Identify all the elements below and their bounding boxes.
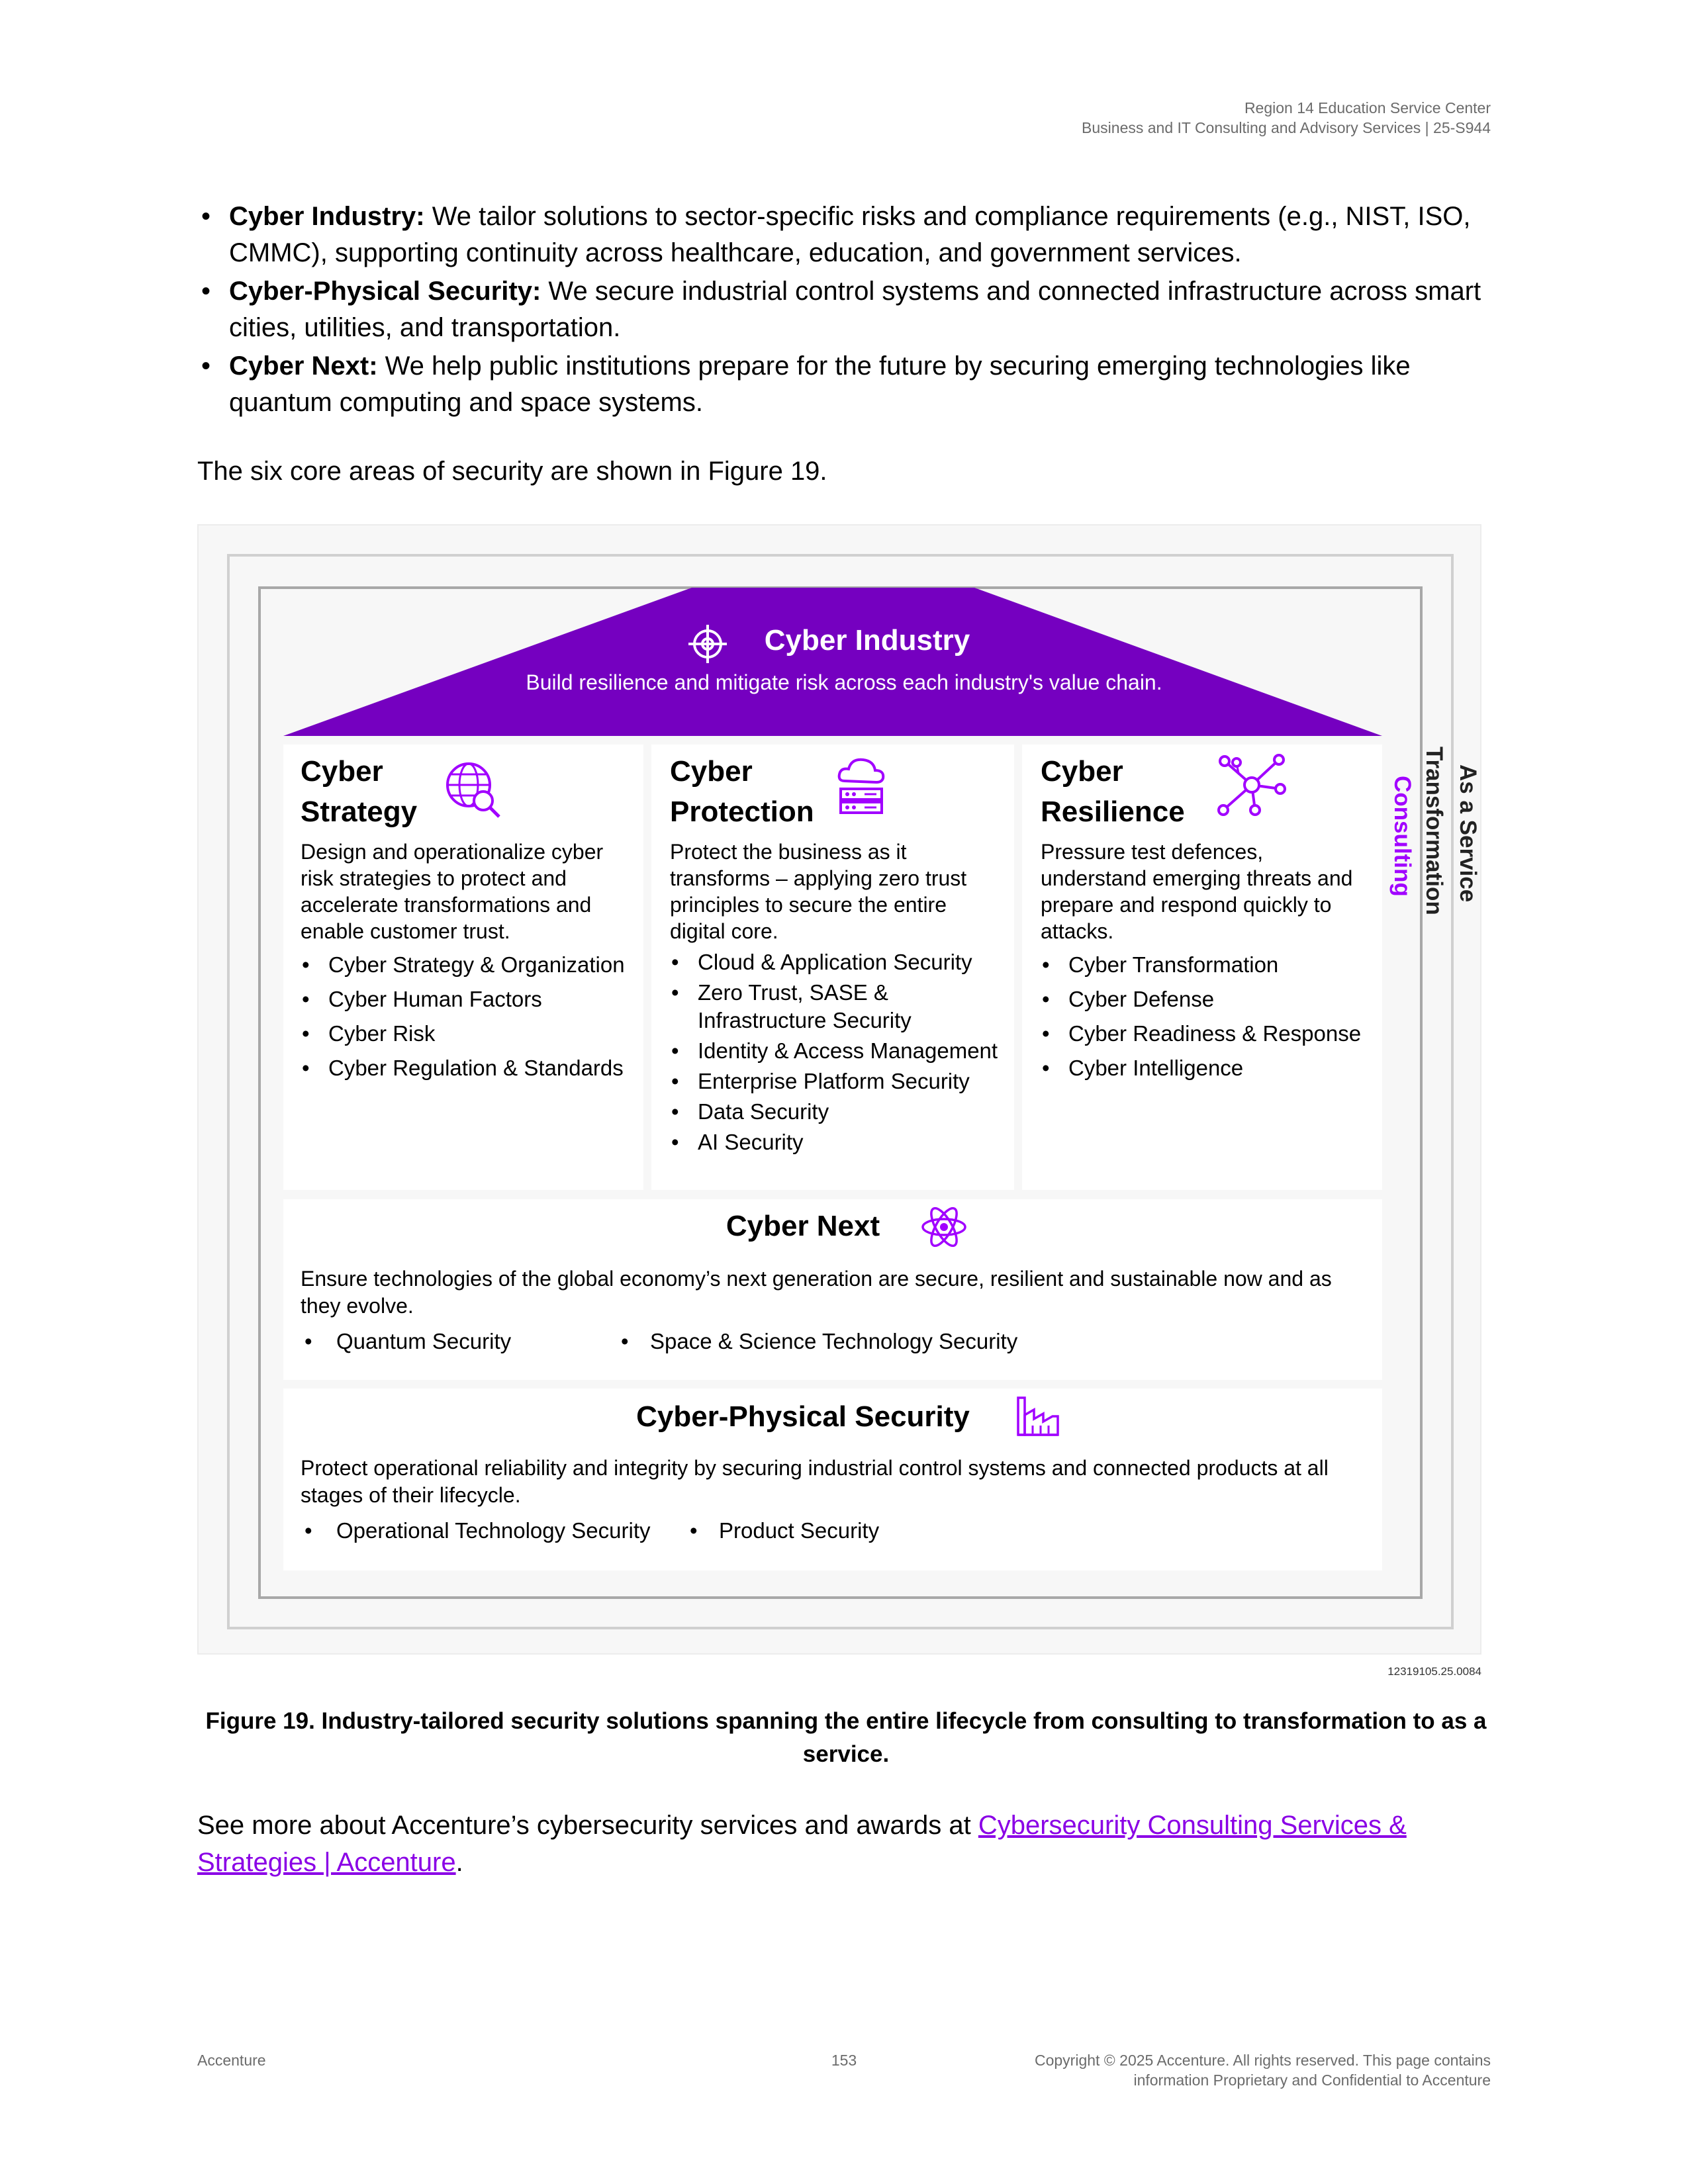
roof-triangle (283, 588, 1382, 736)
bullet-text: We tailor solutions to sector-specific risks and compliance requirements (e.g., NIST, ISO, CMMC), supporting continuity across healthcare, education, and government services. (229, 202, 1471, 267)
cyber-physical-title: Cyber-Physical Security (636, 1400, 970, 1433)
list-item: • Cyber Regulation & Standards (301, 1054, 630, 1082)
accenture-cybersecurity-link[interactable]: Cybersecurity Consulting Services & Strategies | Accenture (197, 1811, 1407, 1877)
list-item: • Cyber Defense (1041, 985, 1372, 1013)
cyber-protection-description: Protect the business as it transforms – applying zero trust principles to secure the entire digital core. (670, 840, 967, 943)
footer-copyright: Copyright © 2025 Accenture. All rights reserved. This page contains information Proprietary and Confidential to Accenture (1034, 2052, 1491, 2089)
intro-paragraph: The six core areas of security are shown in Figure 19. (197, 457, 827, 486)
transformation-label: Transformation (1421, 747, 1447, 915)
cyber-industry-title: Cyber Industry (764, 624, 970, 657)
cyber-physical-card (283, 1388, 1382, 1570)
cyber-physical-description: Protect operational reliability and integrity by securing industrial control systems and connected products at all stages of their lifecycle. (301, 1456, 1329, 1507)
cyber-resilience-list (1041, 951, 1372, 1082)
bullet-text: We secure industrial control systems and connected infrastructure across smart cities, utilities, and transportation. (229, 277, 1481, 342)
cyber-resilience-card (1022, 745, 1382, 1190)
cyber-protection-card (651, 745, 1014, 1190)
bullet-dot: • (201, 351, 211, 381)
cyber-next-title: Cyber Next (726, 1210, 880, 1242)
see-more-paragraph (197, 1807, 1495, 1881)
cyber-resilience-description: Pressure test defences, understand emerging threats and prepare and respond quickly to attacks. (1041, 840, 1353, 943)
factory-icon (1015, 1395, 1060, 1437)
cyber-resilience-title: Cyber Resilience (1041, 755, 1185, 828)
list-item: • Cyber Intelligence (1041, 1054, 1372, 1082)
bullet-term: Cyber Next: (229, 351, 378, 381)
list-item: • Zero Trust, SASE & Infrastructure Security (670, 979, 1004, 1034)
consulting-label: Consulting (1389, 776, 1415, 897)
bullet-text: We help public institutions prepare for the future by securing emerging technologies like quantum computing and space systems. (229, 351, 1411, 417)
cyber-protection-title: Cyber Protection (670, 755, 814, 828)
bullet-term: Cyber-Physical Security: (229, 277, 541, 306)
list-item: • AI Security (670, 1128, 1004, 1156)
cloud-server-icon (835, 754, 887, 817)
header-line-2: Business and IT Consulting and Advisory Services | 25-S944 (1082, 119, 1491, 136)
as-a-service-label: As a Service (1455, 764, 1481, 903)
cyber-strategy-description: Design and operationalize cyber risk strategies to protect and accelerate transformations and enable customer trust. (301, 840, 604, 943)
list-item: • Cyber Transformation (1041, 951, 1372, 979)
bullet-dot: • (201, 277, 211, 306)
list-item: • Quantum Security (305, 1329, 512, 1353)
list-item: • Identity & Access Management (670, 1037, 1004, 1065)
see-more-end: . (455, 1848, 463, 1877)
see-more-text: See more about Accenture’s cybersecurity services and awards at (197, 1811, 978, 1840)
bullet-dot: • (201, 202, 211, 231)
list-item: • Enterprise Platform Security (670, 1068, 1004, 1095)
list-item: • Product Security (690, 1518, 880, 1543)
list-item: • Cyber Strategy & Organization (301, 951, 630, 979)
list-item: • Cloud & Application Security (670, 948, 1004, 976)
list-item: • Cyber Risk (301, 1020, 630, 1048)
list-item: • Cyber Readiness & Response (1041, 1020, 1372, 1048)
atom-icon (920, 1203, 968, 1251)
cyber-industry-subtitle: Build resilience and mitigate risk across each industry's value chain. (526, 670, 1162, 694)
cyber-next-card (283, 1199, 1382, 1380)
cyber-strategy-list (301, 951, 630, 1082)
figure-caption: Figure 19. Industry-tailored security solutions spanning the entire lifecycle from consulting to transformation to as a service. (205, 1708, 1487, 1767)
cyber-next-description: Ensure technologies of the global economy’s next generation are secure, resilient and sustainable now and as they evolve. (301, 1267, 1332, 1318)
network-nodes-icon (1215, 752, 1288, 818)
figure-code: 12319105.25.0084 (1387, 1665, 1481, 1678)
page-number: 153 (831, 2052, 857, 2069)
list-item: • Operational Technology Security (305, 1518, 651, 1543)
list-item: • Cyber Human Factors (301, 985, 630, 1013)
bullet-term: Cyber Industry: (229, 202, 425, 231)
list-item: • Data Security (670, 1098, 1004, 1126)
cyber-strategy-title: Cyber Strategy (301, 755, 418, 828)
globe-search-icon (444, 760, 503, 819)
cyber-protection-list (670, 948, 1004, 1156)
list-item: • Space & Science Technology Security (621, 1329, 1018, 1353)
footer-company: Accenture (197, 2052, 266, 2069)
header-line-1: Region 14 Education Service Center (1244, 99, 1491, 116)
